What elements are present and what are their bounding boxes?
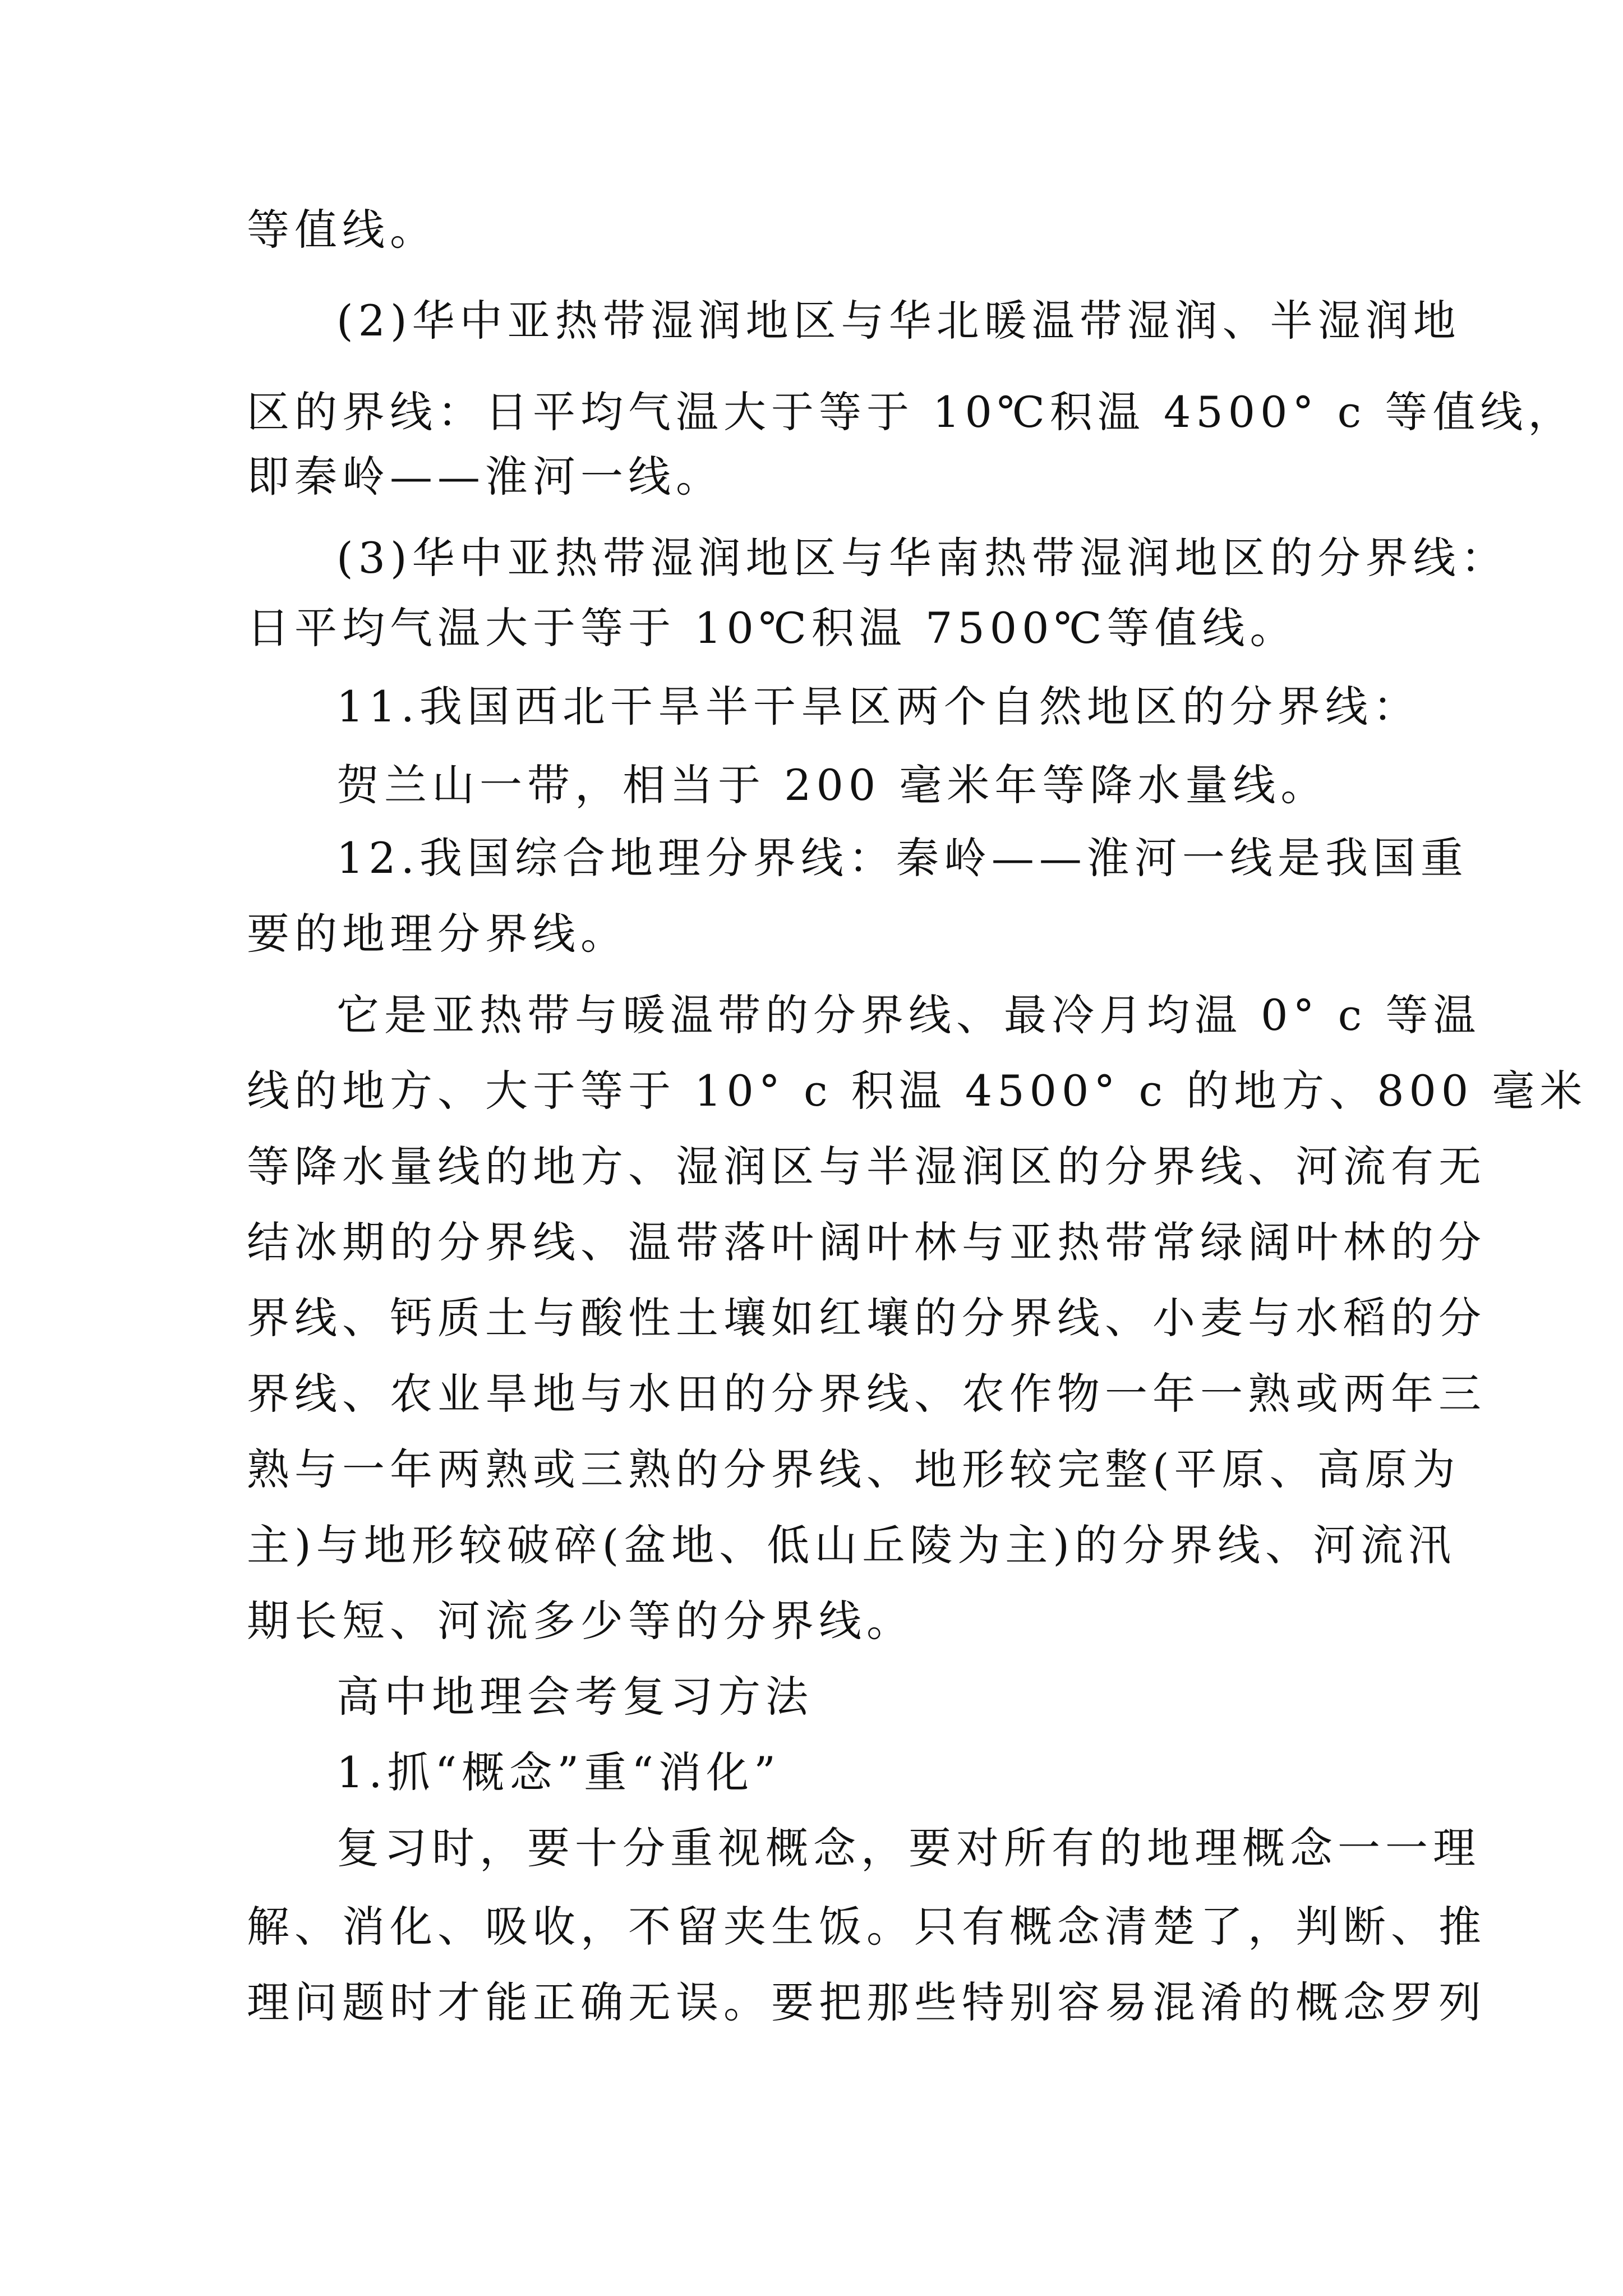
text-line: 11.我国西北干旱半干旱区两个自然地区的分界线： <box>336 682 1421 731</box>
text-line: 理问题时才能正确无误。要把那些特别容易混淆的概念罗列 <box>247 1977 1486 2027</box>
text-line: 线的地方、大于等于 10° c 积温 4500° c 的地方、800 毫米 <box>247 1066 1588 1116</box>
text-line: 区的界线：日平均气温大于等于 10℃积温 4500° c 等值线， <box>247 387 1576 437</box>
text-line: 等值线。 <box>247 205 437 255</box>
text-line: 它是亚热带与暖温带的分界线、最冷月均温 0° c 等温 <box>336 990 1481 1040</box>
text-line: 1.抓“概念”重“消化” <box>336 1747 781 1797</box>
text-line: 12.我国综合地理分界线：秦岭——淮河一线是我国重 <box>336 833 1468 883</box>
text-line: (2)华中亚热带湿润地区与华北暖温带湿润、半湿润地 <box>336 296 1461 346</box>
text-line: 等降水量线的地方、湿润区与半湿润区的分界线、河流有无 <box>247 1142 1486 1191</box>
text-line: 即秦岭——淮河一线。 <box>247 452 723 501</box>
text-line: 熟与一年两熟或三熟的分界线、地形较完整(平原、高原为 <box>247 1444 1460 1494</box>
text-line: 贺兰山一带，相当于 200 毫米年等降水量线。 <box>336 760 1329 810</box>
text-line: 界线、钙质土与酸性土壤如红壤的分界线、小麦与水稻的分 <box>247 1293 1486 1343</box>
text-line: (3)华中亚热带湿润地区与华南热带湿润地区的分界线： <box>336 533 1509 583</box>
text-line: 期长短、河流多少等的分界线。 <box>247 1596 914 1646</box>
text-line: 高中地理会考复习方法 <box>336 1672 813 1722</box>
text-line: 要的地理分界线。 <box>247 909 628 959</box>
text-line: 主)与地形较破碎(盆地、低山丘陵为主)的分界线、河流汛 <box>247 1520 1456 1570</box>
text-line: 日平均气温大于等于 10℃积温 7500℃等值线。 <box>247 603 1298 653</box>
text-line: 结冰期的分界线、温带落叶阔叶林与亚热带常绿阔叶林的分 <box>247 1217 1486 1267</box>
text-line: 复习时，要十分重视概念，要对所有的地理概念一一理 <box>336 1823 1481 1873</box>
text-line: 解、消化、吸收，不留夹生饭。只有概念清楚了，判断、推 <box>247 1902 1486 1952</box>
text-line: 界线、农业旱地与水田的分界线、农作物一年一熟或两年三 <box>247 1369 1486 1419</box>
